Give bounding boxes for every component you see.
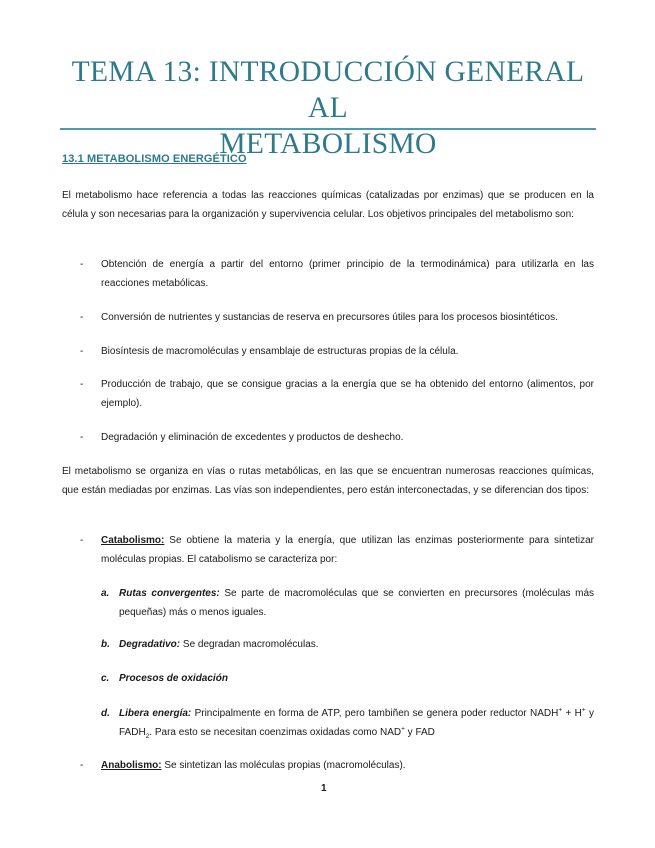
catabolism-feature <box>101 670 594 689</box>
title-divider <box>60 128 596 130</box>
feature-term: Procesos de oxidación <box>119 673 228 684</box>
feature-text <box>119 705 594 742</box>
catabolism-text <box>101 532 594 569</box>
subscript: 2 <box>145 732 150 740</box>
objective-text: Obtención de energía a partir del entorno (primer principio de la termodinámica) para utilizarla en las reacciones metabólicas. <box>101 259 594 289</box>
feature-text <box>119 585 594 622</box>
title-line-1: TEMA 13: INTRODUCCIÓN GENERAL AL <box>71 56 585 124</box>
feature-description: Principalmente en forma de ATP, pero tambiñen se genera poder reductor NADH <box>191 708 559 719</box>
feature-description: Se parte de macromoléculas que se convierten en precursores (moléculas más pequeñas) más o menos iguales. <box>119 588 595 618</box>
feature-description: . Para esto se necesitan coenzimas oxidadas como NAD <box>149 726 402 738</box>
feature-letter: a. <box>101 588 110 599</box>
objective-text: Producción de trabajo, que se consigue gracias a la energía que se ha obtenido del entorno (alimentos, por ejemplo). <box>101 379 594 409</box>
page-number: 1 <box>321 783 327 794</box>
section-heading: 13.1 METABOLISMO ENERGÉTICO <box>62 153 247 165</box>
superscript: + <box>401 725 405 733</box>
anabolism-text <box>101 757 594 776</box>
bullet-dash: - <box>80 312 84 323</box>
superscript: + <box>581 706 586 714</box>
feature-letter: c. <box>101 673 110 684</box>
objective-text: Degradación y eliminación de excedentes y productos de deshecho. <box>101 432 404 443</box>
anabolism-description: Se sintetizan las moléculas propias (macromoléculas). <box>161 760 406 771</box>
anabolism-item <box>80 757 594 776</box>
bullet-dash: - <box>80 760 84 771</box>
objective-item <box>80 343 594 362</box>
bullet-dash: - <box>80 346 84 357</box>
catabolism-feature <box>101 636 594 655</box>
feature-letter: b. <box>101 639 110 650</box>
feature-text <box>119 670 594 689</box>
catabolism-feature <box>101 705 594 742</box>
bullet-dash: - <box>80 432 84 443</box>
feature-description: Se degradan macromoléculas. <box>180 639 319 650</box>
catabolism-term: Catabolismo: <box>101 535 165 546</box>
objective-item <box>80 256 594 293</box>
feature-text <box>119 636 594 655</box>
feature-term: Rutas convergentes: <box>119 588 220 599</box>
intro-paragraph: El metabolismo hace referencia a todas las reacciones químicas (catalizadas por enzimas) que se producen en la célula y son necesarias para la organización y supervivencia celular. Los objetivos principales del metabolismo son: <box>62 190 594 220</box>
feature-letter: d. <box>101 708 110 719</box>
bullet-dash: - <box>80 379 84 390</box>
title-line-2: METABOLISMO <box>219 128 437 160</box>
feature-description: y FAD <box>404 726 435 738</box>
bullet-dash: - <box>80 535 84 546</box>
catabolism-item <box>80 532 594 569</box>
page-title <box>60 54 596 162</box>
feature-term: Degradativo: <box>119 639 181 650</box>
objective-text: Biosíntesis de macromoléculas y ensamblaje de estructuras propias de la célula. <box>101 346 459 357</box>
superscript: + <box>558 706 563 714</box>
anabolism-term: Anabolismo: <box>101 760 162 771</box>
feature-description: + H <box>562 708 582 719</box>
catabolism-description: Se obtiene la materia y la energía, que utilizan las enzimas posteriormente para sintetizar moléculas propias. El catabolismo se caracteriza por: <box>101 535 594 565</box>
feature-term: Libera energía: <box>119 708 192 719</box>
objective-item <box>80 429 594 448</box>
routes-paragraph: El metabolismo se organiza en vías o rutas metabólicas, en las que se encuentran numerosas reacciones químicas, que están mediadas por enzimas. Las vías son independientes, pero están interconectadas, y se diferencian dos tipos: <box>62 466 594 496</box>
feature-description: y FADH <box>119 708 594 738</box>
objective-item <box>80 309 594 328</box>
objective-text: Conversión de nutrientes y sustancias de reserva en precursores útiles para los procesos biosintéticos. <box>101 312 558 323</box>
catabolism-feature <box>101 585 594 622</box>
objective-item <box>80 376 594 413</box>
bullet-dash: - <box>80 259 84 270</box>
